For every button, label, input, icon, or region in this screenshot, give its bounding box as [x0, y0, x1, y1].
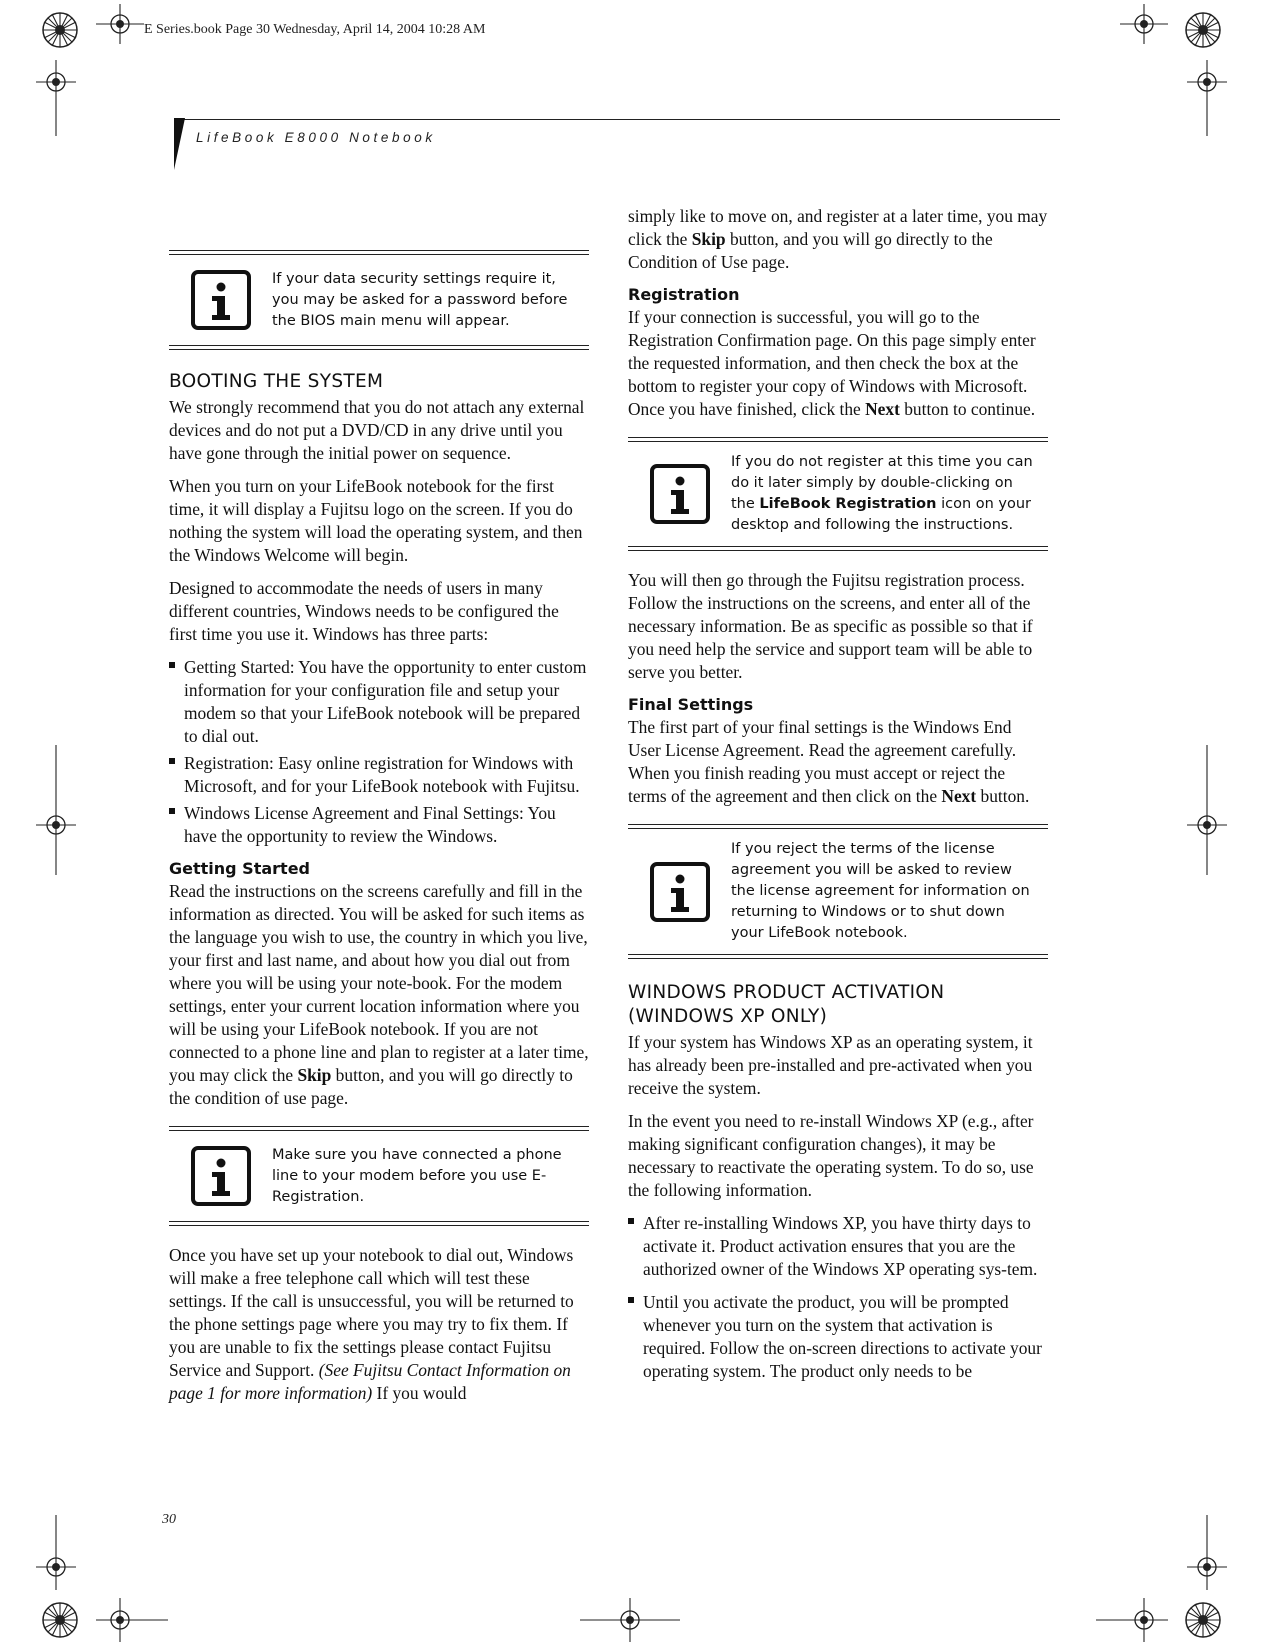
skip-keyword: Skip — [691, 229, 726, 249]
bullet-square — [169, 758, 175, 764]
crosshair-target-left-lower — [36, 1515, 76, 1590]
final-settings-paragraph-1 — [628, 716, 1048, 808]
booting-paragraph-2: When you turn on your LifeBook notebook for the first time, it will display a Fujitsu logo on the screen. If you do nothing the system will load the operating system, and then the Windows Welcome will begin. — [169, 476, 583, 565]
registration-paragraph-1 — [628, 306, 1048, 421]
crosshair-target-bottom-right — [1096, 1598, 1168, 1642]
text-run: If you would — [372, 1383, 467, 1403]
text-run: button to continue. — [899, 399, 1036, 419]
text-run: The first part of your final settings is the Windows End User License Agreement. Read the agreement carefully. When you finish reading you must accept or reject the terms of the agreement and then click on the — [628, 717, 1017, 806]
bullet-square — [169, 808, 175, 814]
registration-mark-top-left — [40, 10, 80, 50]
heading-registration: Registration — [628, 285, 740, 304]
note-rule-bottom — [628, 954, 1048, 959]
note-phone-line — [169, 1126, 589, 1226]
note-text — [731, 452, 1048, 536]
crosshair-target-left-middle — [36, 745, 76, 875]
activation-paragraph-2: In the event you need to re-install Windows XP (e.g., after making significant configuration changes), it may be necessary to reactivate the operating system. To do so, use the following information. — [628, 1111, 1034, 1200]
cross-reference: (See Fujitsu Contact Information on page 1 for more information) — [169, 1360, 571, 1403]
print-slug: E Series.book Page 30 Wednesday, April 14, 2004 10:28 AM — [144, 22, 486, 37]
bullet-square — [169, 662, 175, 668]
crosshair-target-right-upper — [1187, 60, 1227, 136]
list-item-text: Until you activate the product, you will be prompted whenever you turn on the system that activation is required. Follow the on-screen directions to activate your operating system. The product only needs to be — [643, 1292, 1042, 1381]
info-icon — [169, 1145, 272, 1207]
note-reject-terms — [628, 824, 1048, 959]
next-keyword: Next — [865, 399, 900, 419]
text-run: Once you have set up your notebook to dial out, Windows will make a free telephone call which will test these settings. If the call is unsuccessful, you will be returned to the phone settings page where you may try to fix them. If you are unable to fix the settings please contact Fujitsu Service and Support. — [169, 1245, 574, 1380]
getting-started-paragraph-2 — [169, 1244, 589, 1405]
booting-paragraph-3: Designed to accommodate the needs of users in many different countries, Windows needs to be configured the first time you use it. Windows has three parts: — [169, 578, 559, 644]
text-run: button, and you will go directly to the Condition of Use page. — [628, 229, 993, 272]
next-keyword: Next — [941, 786, 977, 806]
heading-line-2: (WINDOWS XP ONLY) — [628, 1006, 828, 1027]
info-icon — [628, 463, 731, 525]
heading-line-1: WINDOWS PRODUCT ACTIVATION — [628, 982, 945, 1003]
text-run: If you do not register at this time you can do it later simply by double-clicking on the — [731, 454, 1033, 512]
bullet-square — [628, 1297, 634, 1303]
note-rule-bottom — [169, 345, 589, 350]
heading-getting-started: Getting Started — [169, 859, 310, 878]
list-item — [169, 752, 589, 798]
header-rule — [176, 119, 1060, 120]
note-rule-bottom — [628, 546, 1048, 551]
info-icon — [169, 269, 272, 331]
activation-list — [628, 1212, 1048, 1383]
info-icon — [628, 861, 731, 923]
list-item — [628, 1291, 1048, 1383]
list-item-text: After re-installing Windows XP, you have thirty days to activate it. Product activation ensures that you are the authorized owner of the Windows XP operating sys-tem. — [643, 1213, 1038, 1279]
crosshair-target-right-lower — [1187, 1515, 1227, 1590]
crosshair-target-top-left — [96, 4, 144, 44]
running-header: LifeBook E8000 Notebook — [196, 130, 436, 145]
text-run: button, and you will go directly to the condition of use page. — [169, 1065, 573, 1108]
page-number: 30 — [162, 1512, 176, 1527]
bullet-square — [628, 1218, 634, 1224]
activation-paragraph-1: If your system has Windows XP as an operating system, it has already been pre-installed and pre-activated when you receive the system. — [628, 1032, 1033, 1098]
right-column — [628, 205, 1048, 1393]
crosshair-target-top-right — [1120, 4, 1168, 44]
list-item — [628, 1212, 1048, 1281]
crosshair-target-bottom-left — [96, 1598, 168, 1642]
heading-windows-product-activation — [628, 981, 1048, 1029]
crosshair-target-right-middle — [1187, 745, 1227, 875]
registration-mark-bottom-left — [40, 1600, 80, 1640]
windows-parts-list — [169, 656, 589, 848]
registration-mark-top-right — [1183, 10, 1223, 50]
header-tab-marker — [174, 118, 185, 170]
heading-final-settings: Final Settings — [628, 695, 754, 714]
registration-paragraph-2: You will then go through the Fujitsu registration process. Follow the instructions on the screens, and enter all of the necessary information. Be as specific as possible so that if you need help the service and support team will be able to serve you better. — [628, 570, 1033, 682]
lifebook-registration-keyword: LifeBook Registration — [759, 496, 937, 512]
booting-paragraph-1: We strongly recommend that you do not attach any external devices and do not put a DVD/CD in any drive until you have gone through the initial power on sequence. — [169, 397, 585, 463]
note-text: If you reject the terms of the license agreement you will be asked to review the license agreement for information on returning to Windows or to shut down your LifeBook notebook. — [731, 841, 1030, 941]
list-item-text: Getting Started: You have the opportunity to enter custom information for your configuration file and setup your modem so that your LifeBook notebook will be prepared to dial out. — [184, 657, 587, 746]
note-bios-password — [169, 250, 589, 350]
text-run: icon on your desktop and following the instructions. — [731, 496, 1032, 533]
note-text: If your data security settings require it, you may be asked for a password before the BIOS main menu will appear. — [272, 270, 568, 329]
crosshair-target-bottom-center — [580, 1598, 680, 1642]
getting-started-continuation — [628, 205, 1048, 274]
text-run: button. — [976, 786, 1030, 806]
text-run: If your connection is successful, you will go to the Registration Confirmation page. On this page simply enter the requested information, and then check the box at the bottom to register your copy of Windows with Microsoft. Once you have finished, click the — [628, 307, 1036, 419]
list-item-text: Registration: Easy online registration for Windows with Microsoft, and for your LifeBook notebook with Fujitsu. — [184, 753, 580, 796]
crosshair-target-left-upper — [36, 60, 76, 136]
heading-booting-the-system: BOOTING THE SYSTEM — [169, 371, 384, 392]
note-text: Make sure you have connected a phone line to your modem before you use E-Registration. — [272, 1146, 562, 1205]
note-rule-bottom — [169, 1221, 589, 1226]
list-item — [169, 802, 589, 848]
text-run: simply like to move on, and register at a later time, you may click the — [628, 206, 1048, 249]
getting-started-paragraph-1 — [169, 880, 589, 1110]
skip-keyword: Skip — [297, 1065, 332, 1085]
note-register-later — [628, 437, 1048, 551]
registration-mark-bottom-right — [1183, 1600, 1223, 1640]
list-item-text: Windows License Agreement and Final Settings: You have the opportunity to review the Windows. — [184, 803, 556, 846]
list-item — [169, 656, 589, 748]
text-run: Read the instructions on the screens carefully and fill in the information as directed. You will be asked for such items as the language you wish to use, the country in which you live, your first and last name, and about how you dial out from where you will be using your note-book. For the modem settings, enter your current location information where you will be using your LifeBook notebook. If you are not connected to a phone line and plan to register at a later time, you may click the — [169, 881, 589, 1085]
left-column — [169, 210, 589, 1415]
